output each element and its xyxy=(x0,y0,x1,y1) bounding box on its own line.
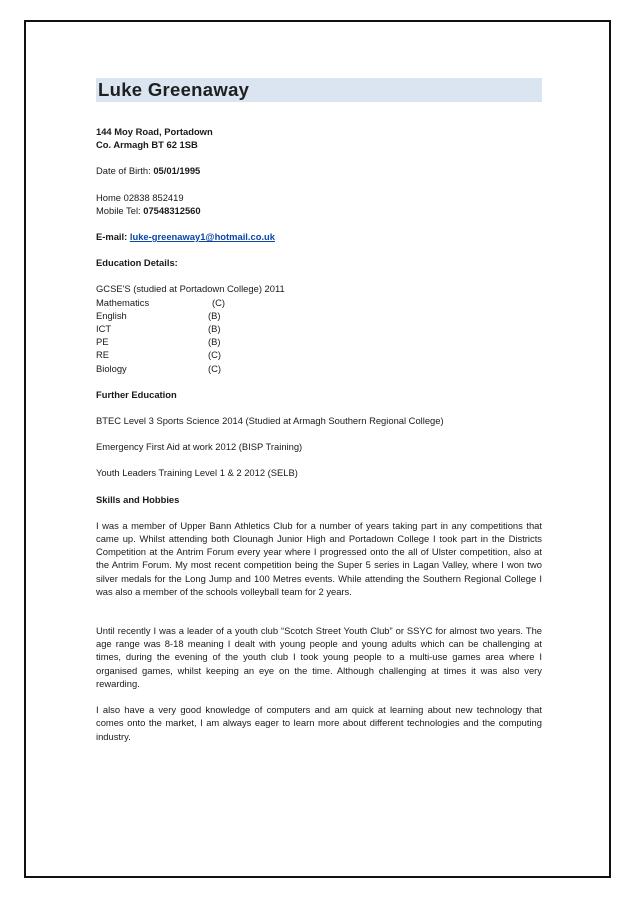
skills-heading: Skills and Hobbies xyxy=(96,493,180,505)
address-line-1: 144 Moy Road, Portadown xyxy=(96,126,213,137)
cv-content xyxy=(96,78,542,743)
education-heading: Education Details: xyxy=(96,257,178,269)
further-item: BTEC Level 3 Sports Science 2014 (Studied at Armagh Southern Regional College) xyxy=(96,415,444,427)
grade-subject: Biology xyxy=(96,362,127,374)
grade-value: (C) xyxy=(208,349,222,361)
grade-subject: English xyxy=(96,309,127,321)
grade-row xyxy=(96,362,542,375)
skills-paragraph: Until recently I was a leader of a youth club “Scotch Street Youth Club” or SSYC for almost two years. The age range was 8-18 meaning I dealt with young people and young adults which can be challenging at times, during the evening of the youth club I took young people to a multi-use games area where I organised games, whilst keeping an eye on the time. Although challenging at times it was also very rewarding. xyxy=(96,625,542,689)
mobile-phone xyxy=(96,204,542,217)
skills-paragraph: I was a member of Upper Bann Athletics Club for a number of years taking part in any competitions that came up. Whilst attending both Clounagh Junior High and Portadown College I took part in the Districts Competition at the Antrim Forum every year where I progressed onto the all of Ulster competition, also at the Antrim Forum. My most recent competition being the Super 5 series in Lagan Valley, where I won two silver medals for the Long Jump and 100 Metres events. While attending the Southern Regional College I was also a member of the schools volleyball team for 2 years. xyxy=(96,519,542,597)
email-label: E-mail: xyxy=(96,231,130,243)
date-of-birth xyxy=(96,164,542,177)
further-item: Emergency First Aid at work 2012 (BISP Training) xyxy=(96,441,303,453)
grade-value: (B) xyxy=(208,309,221,321)
mobile-value: 07548312560 xyxy=(143,204,201,216)
grade-row xyxy=(96,348,542,361)
grade-value: (B) xyxy=(208,323,221,335)
home-phone: Home 02838 852419 xyxy=(96,191,184,203)
grade-row xyxy=(96,309,542,322)
grade-row xyxy=(96,296,542,309)
grade-subject: RE xyxy=(96,349,110,361)
grade-value: (C) xyxy=(208,362,222,374)
grade-row xyxy=(96,322,542,335)
grades-list xyxy=(96,296,542,375)
email-link[interactable]: luke-greenaway1@hotmail.co.uk xyxy=(129,231,275,243)
gcse-intro: GCSE'S (studied at Portadown College) 2011 xyxy=(96,283,285,295)
grade-value: (C) xyxy=(212,296,226,308)
address-line-2: Co. Armagh BT 62 1SB xyxy=(96,139,198,151)
grade-subject: ICT xyxy=(96,323,112,335)
grade-value: (B) xyxy=(208,336,221,348)
grade-subject: PE xyxy=(96,336,109,348)
dob-value: 05/01/1995 xyxy=(153,165,201,177)
further-education-heading: Further Education xyxy=(96,388,177,400)
email-line xyxy=(96,230,542,243)
name-banner xyxy=(96,78,542,102)
mobile-label: Mobile Tel: xyxy=(96,204,144,216)
further-item: Youth Leaders Training Level 1 & 2 2012 (SELB) xyxy=(96,467,298,479)
applicant-name: Luke Greenaway xyxy=(98,79,250,101)
grade-row xyxy=(96,335,542,348)
dob-label: Date of Birth: xyxy=(96,165,154,177)
grade-subject: Mathematics xyxy=(96,296,150,308)
skills-paragraph: I also have a very good knowledge of computers and am quick at learning about new technology that comes onto the market, I am always eager to learn more about different technologies and the computing industry. xyxy=(96,704,542,742)
